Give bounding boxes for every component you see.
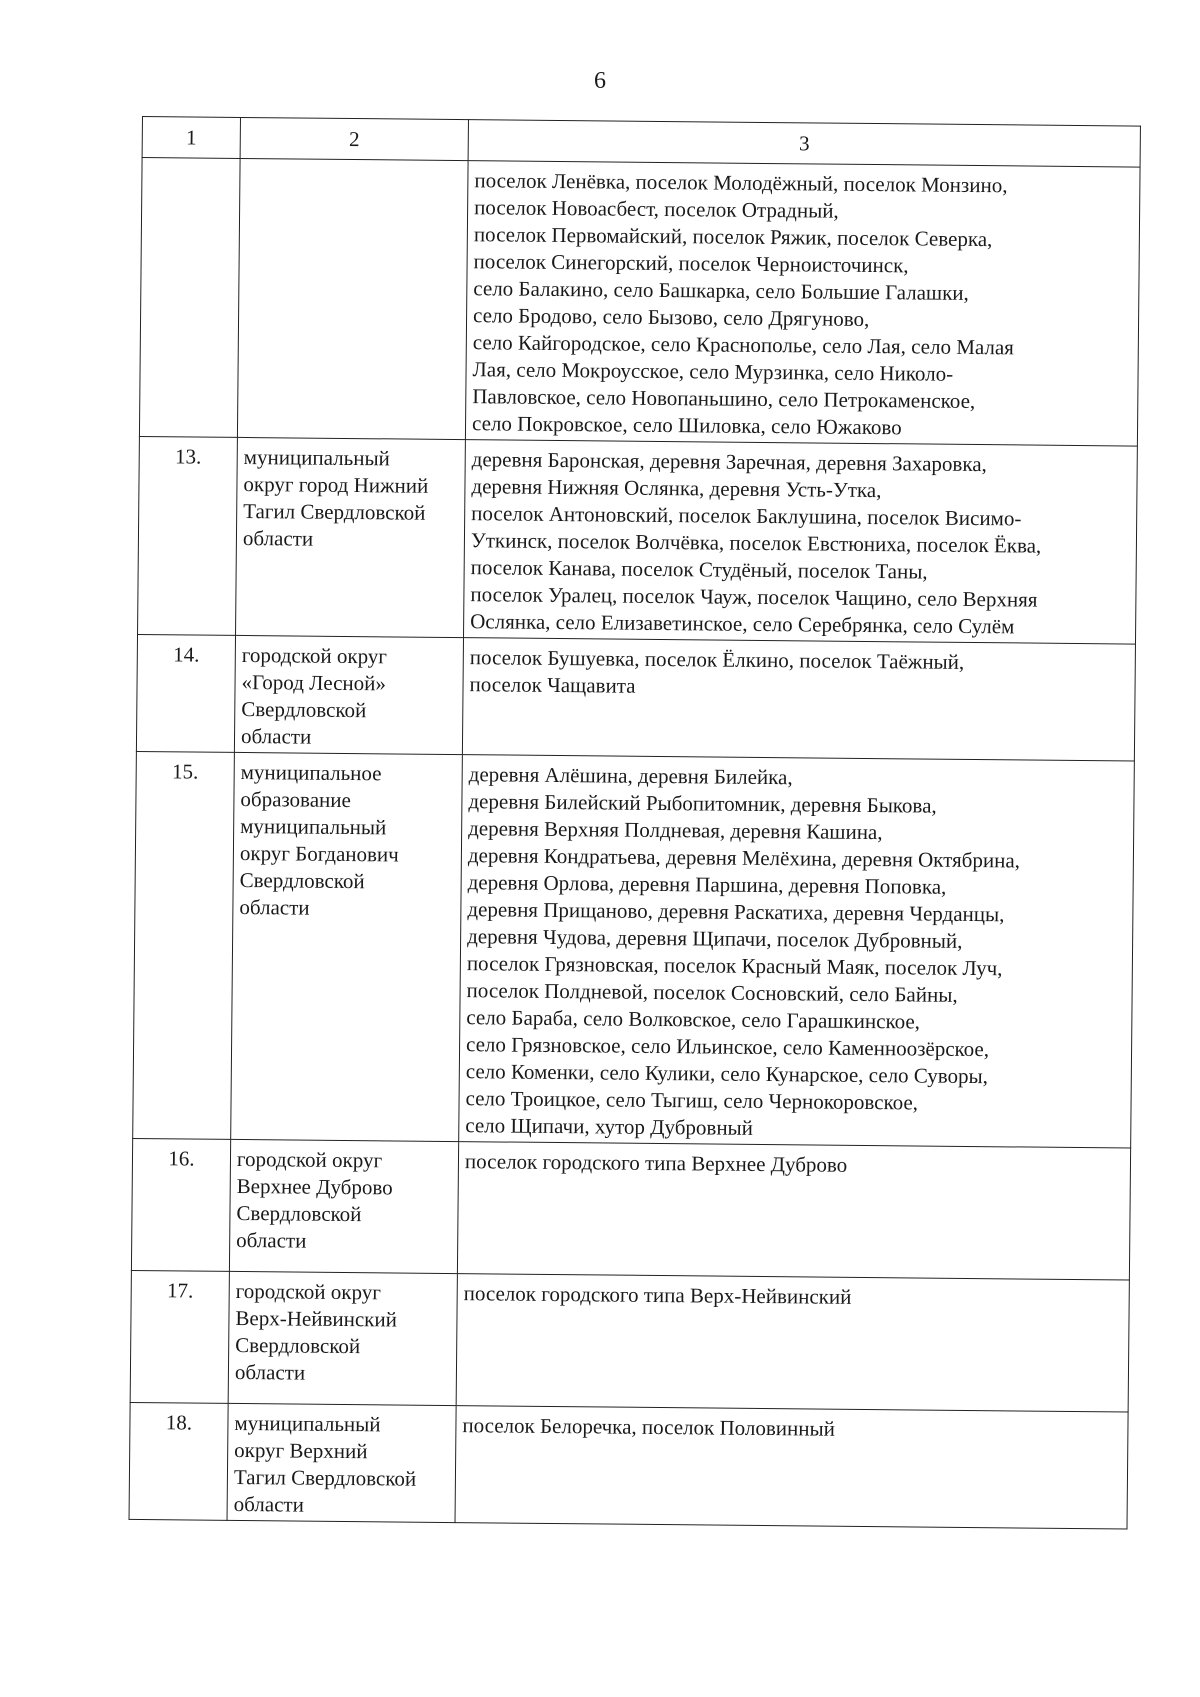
settlements-cell xyxy=(465,161,1140,446)
municipality-name-cell xyxy=(237,158,468,439)
settlement-line: поселок Белоречка, поселок Половинный xyxy=(462,1413,835,1441)
table-row xyxy=(138,436,1138,644)
settlement-line: поселок Уралец, поселок Чауж, поселок Чащино, село Верхняя xyxy=(470,582,1038,612)
settlement-line: поселок городского типа Верхнее Дуброво xyxy=(464,1149,848,1177)
settlement-line: деревня Алёшина, деревня Билейка, xyxy=(468,762,793,790)
settlement-line: поселок Антоновский, поселок Баклушина, поселок Висимо- xyxy=(471,501,1022,531)
municipality-name-cell xyxy=(229,1139,458,1273)
column-header-municipality: 2 xyxy=(240,117,468,160)
municipality-name-line: муниципальный xyxy=(243,444,390,471)
municipality-name-cell xyxy=(234,635,463,754)
municipality-name-line: Свердловской xyxy=(239,867,365,894)
settlement-line: село Грязновское, село Ильинское, село Каменноозёрское, xyxy=(465,1032,990,1062)
settlements-cell xyxy=(455,1406,1128,1529)
settlement-line: село Бродово, село Бызово, село Дрягуново, xyxy=(472,303,870,331)
settlement-line: поселок Ленёвка, поселок Молодёжный, поселок Монзино, xyxy=(474,168,1008,198)
municipality-name-line: округ Богданович xyxy=(239,840,399,867)
settlement-line: поселок городского типа Верх-Нейвинский xyxy=(463,1281,852,1309)
municipality-name-cell xyxy=(228,1271,457,1405)
table-row xyxy=(139,158,1140,447)
settlement-line: деревня Чудова, деревня Щипачи, поселок Дубровный, xyxy=(467,924,963,953)
row-number xyxy=(139,158,240,438)
settlement-line: деревня Прищаново, деревня Раскатиха, деревня Черданцы, xyxy=(467,897,1005,927)
municipality-name-line: области xyxy=(233,1491,304,1517)
municipality-name-line: «Город Лесной» xyxy=(241,669,387,696)
row-number: 16. xyxy=(131,1138,230,1271)
settlement-line: поселок Бушуевка, поселок Ёлкино, поселок Таёжный, xyxy=(469,645,965,674)
table-row xyxy=(131,1138,1130,1280)
municipality-name-line: городской округ xyxy=(241,642,388,669)
row-number: 18. xyxy=(129,1402,228,1520)
municipality-name-line: округ Верхний xyxy=(234,1437,368,1464)
column-header-settlements: 3 xyxy=(468,120,1140,167)
municipality-name-line: области xyxy=(242,525,314,551)
table-row xyxy=(130,1270,1129,1412)
municipality-name-line: Верх-Нейвинский xyxy=(235,1305,398,1332)
municipality-name-line: городской округ xyxy=(235,1278,381,1305)
settlement-line: село Бараба, село Волковское, село Гарашкинское, xyxy=(466,1005,921,1034)
settlement-line: Ослянка, село Елизаветинское, село Серебрянка, село Сулём xyxy=(470,609,1015,639)
municipality-name-line: городской округ xyxy=(236,1146,383,1173)
settlements-cell xyxy=(457,1142,1130,1280)
settlement-line: Уткинск, поселок Волчёвка, поселок Евстюниха, поселок Ёква, xyxy=(470,528,1042,558)
municipality-name-line: области xyxy=(236,1227,307,1253)
settlement-line: деревня Кондратьева, деревня Мелёхина, деревня Октябрина, xyxy=(467,843,1021,873)
municipality-name-line: округ город Нижний xyxy=(243,471,429,498)
row-number: 14. xyxy=(136,634,235,752)
settlement-line: село Щипачи, хутор Дубровный xyxy=(465,1113,754,1140)
settlement-line: Павловское, село Новопаньшино, село Петрокаменское, xyxy=(472,384,976,414)
settlement-line: деревня Баронская, деревня Заречная, деревня Захаровка, xyxy=(471,447,987,477)
table-row xyxy=(133,751,1135,1148)
municipality-name-line: Верхнее Дуброво xyxy=(236,1173,393,1200)
page-number: 6 xyxy=(594,68,606,94)
settlement-line: Лая, село Мокроусское, село Мурзинка, село Николо- xyxy=(472,357,954,386)
settlement-line: село Балакино, село Башкарка, село Большие Галашки, xyxy=(473,276,969,305)
row-number: 17. xyxy=(130,1270,229,1403)
settlement-line: поселок Полдневой, поселок Сосновский, село Байны, xyxy=(466,978,958,1007)
settlement-line: деревня Нижняя Ослянка, деревня Усть-Утка, xyxy=(471,474,882,503)
municipality-name-line: Свердловской xyxy=(241,696,367,723)
municipality-name-line: Тагил Свердловской xyxy=(233,1464,417,1491)
municipality-name-line: муниципальный xyxy=(240,813,387,840)
settlement-line: поселок Канава, поселок Студёный, поселок Таны, xyxy=(470,555,928,584)
settlements-table xyxy=(129,116,1141,1530)
municipality-name-line: области xyxy=(240,723,312,749)
settlement-line: село Коменки, село Кулики, село Кунарское, село Суворы, xyxy=(465,1059,989,1089)
settlement-line: село Кайгородское, село Краснополье, село Лая, село Малая xyxy=(472,330,1015,360)
settlement-line: деревня Верхняя Полдневая, деревня Кашина, xyxy=(468,816,883,845)
settlements-cell xyxy=(462,638,1135,761)
municipality-name-line: области xyxy=(239,894,310,920)
municipality-name-line: Свердловской xyxy=(236,1200,362,1227)
table-row xyxy=(129,1402,1128,1529)
row-number: 15. xyxy=(133,751,235,1139)
settlement-line: деревня Орлова, деревня Паршина, деревня Поповка, xyxy=(467,870,947,899)
settlement-line: село Покровское, село Шиловка, село Южаково xyxy=(471,411,902,440)
settlement-line: поселок Грязновская, поселок Красный Маяк, поселок Луч, xyxy=(466,951,1003,981)
municipality-name-cell xyxy=(227,1403,456,1522)
municipality-name-line: муниципальный xyxy=(234,1410,381,1437)
settlement-line: село Троицкое, село Тыгиш, село Чернокоровское, xyxy=(465,1086,919,1115)
table-row xyxy=(136,634,1135,761)
column-header-number: 1 xyxy=(142,117,240,159)
municipality-name-line: образование xyxy=(240,786,351,813)
settlements-cell xyxy=(464,440,1138,644)
settlement-line: поселок Чащавита xyxy=(469,672,636,698)
settlement-line: поселок Новоасбест, поселок Отрадный, xyxy=(474,195,839,223)
municipality-name-line: области xyxy=(234,1359,306,1385)
settlement-line: деревня Билейский Рыбопитомник, деревня Быкова, xyxy=(468,789,937,818)
municipality-name-line: Тагил Свердловской xyxy=(243,498,426,525)
settlements-cell xyxy=(459,755,1135,1148)
settlements-cell xyxy=(456,1274,1129,1412)
municipality-name-line: Свердловской xyxy=(235,1332,361,1359)
settlement-line: поселок Синегорский, поселок Черноисточинск, xyxy=(473,249,909,278)
settlement-line: поселок Первомайский, поселок Ряжик, поселок Северка, xyxy=(473,222,993,252)
row-number: 13. xyxy=(138,436,238,635)
municipality-name-cell xyxy=(231,752,463,1141)
municipality-name-line: муниципальное xyxy=(240,759,382,786)
municipality-name-cell xyxy=(236,437,466,637)
